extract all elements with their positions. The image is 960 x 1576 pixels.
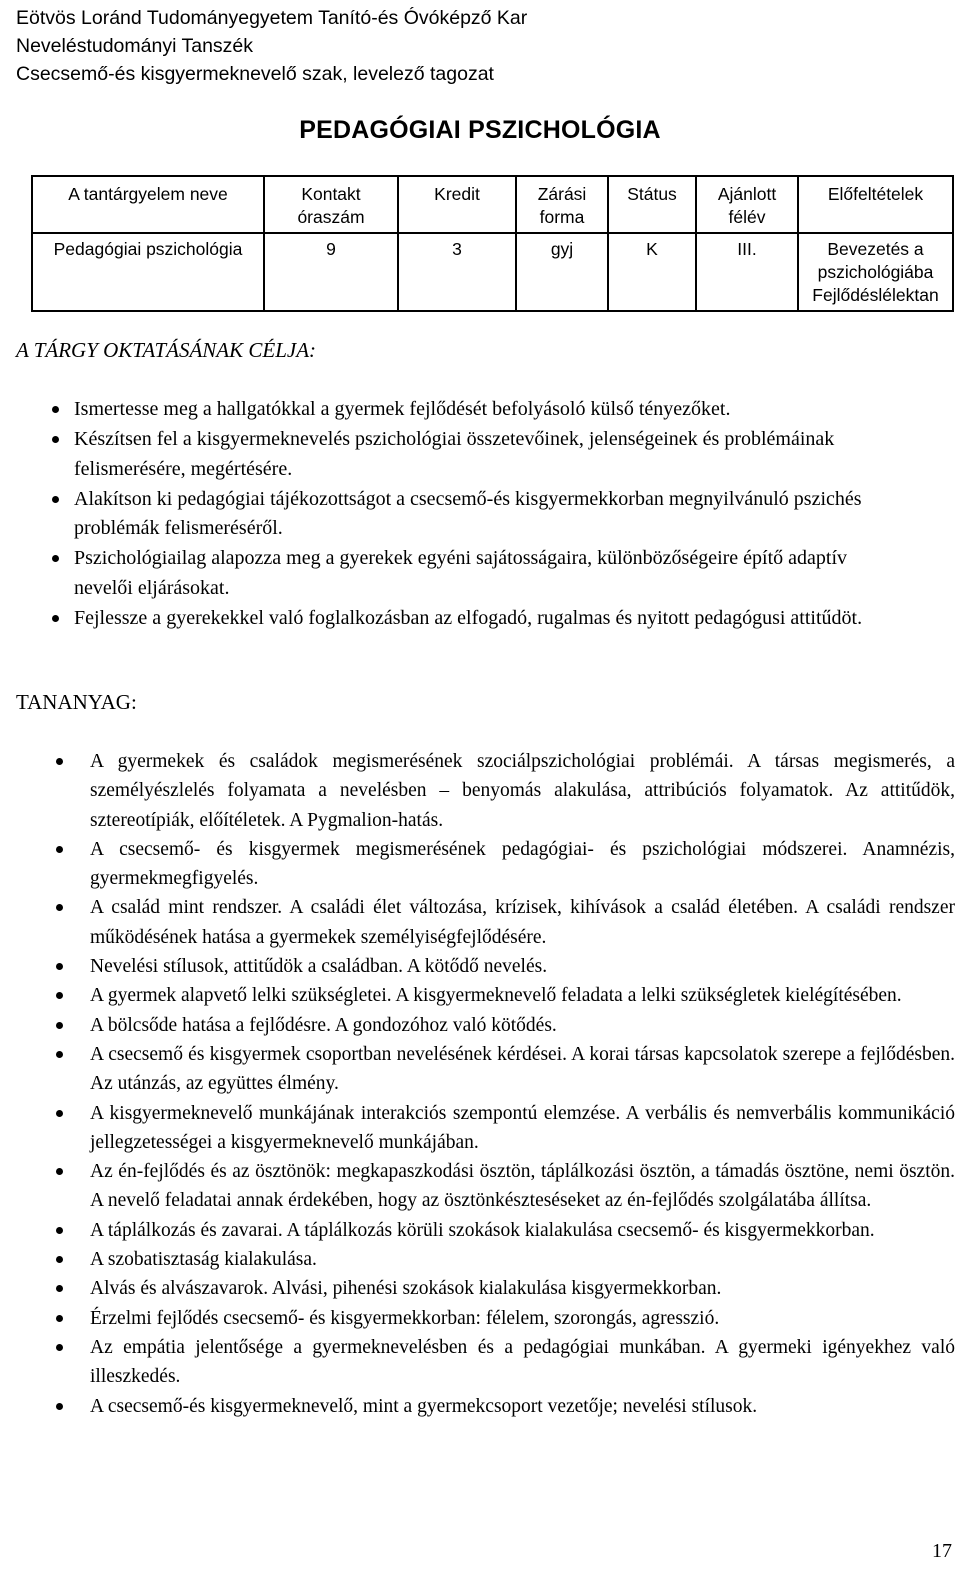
list-item — [90, 1216, 955, 1245]
list-item — [90, 893, 955, 952]
list-item — [90, 1157, 955, 1216]
list-item — [74, 604, 904, 634]
bullet-icon — [52, 496, 59, 503]
prerequisite-3: Fejlődéslélektan — [812, 285, 939, 305]
header-elofeltetelek — [798, 176, 953, 233]
bullet-icon — [56, 1110, 63, 1117]
cell-name: Pedagógiai pszichológia — [32, 233, 264, 311]
topic-text: Az empátia jelentősége a gyermeknevelésben és a pedagógiai munkában. A gyermeki igényekhez való illeszkedés. — [90, 1336, 955, 1388]
topics-list — [90, 747, 955, 1421]
list-item — [74, 485, 904, 544]
topic-text: A táplálkozás és zavarai. A táplálkozás körüli szokások kialakulása csecsemő- és kisgyermekkorban. — [90, 1219, 875, 1241]
goal-text: Készítsen fel a kisgyermeknevelés pszichológiai összetevőinek, jelenségeinek és problémáinak felismerésére, megértésére. — [74, 428, 835, 480]
topic-text: Az én-fejlődés és az ösztönök: megkapaszkodási ösztön, táplálkozási ösztön, a támadás ösztöne, nemi ösztön. A nevelő feladatai annak érdekében, hogy az ösztönkészteséseket az én-fejlődés szolgálatába állítsa. — [90, 1161, 955, 1212]
prerequisite-2: pszichológiába — [817, 262, 934, 282]
course-table-header-row — [32, 176, 953, 233]
topic-text: Alvás és alvászavarok. Alvási, pihenési szokások kialakulása kisgyermekkorban. — [90, 1278, 722, 1300]
institution-header — [16, 4, 527, 88]
list-item — [74, 544, 904, 603]
header-department: Neveléstudományi Tanszék — [16, 35, 254, 57]
topic-text: A kisgyermeknevelő munkájának interakciós szempontú elemzése. A verbális és nemverbális kommunikáció jellegzetességei a kisgyermeknevelő munkájában. — [90, 1102, 955, 1153]
header-ajanlott-line1: Ajánlott — [717, 184, 777, 204]
goal-text: Fejlessze a gyerekekkel való foglalkozásban az elfogadó, rugalmas és nyitott pedagógusi attitűdöt. — [74, 606, 863, 629]
cell-status: K — [608, 233, 696, 311]
cell-elofeltetelek — [798, 233, 953, 311]
course-table-row — [32, 233, 953, 311]
list-item — [74, 425, 904, 484]
cell-ajanlott: III. — [696, 233, 798, 311]
bullet-icon — [56, 1051, 63, 1058]
topic-text: A csecsemő és kisgyermek csoportban nevelésének kérdései. A korai társas kapcsolatok szerepe a fejlődésben. Az utánzás, az együttes élmény. — [90, 1043, 955, 1095]
topic-text: Érzelmi fejlődés csecsemő- és kisgyermekkorban: félelem, szorongás, agresszió. — [90, 1307, 720, 1329]
bullet-icon — [56, 904, 63, 911]
goal-text: Alakítson ki pedagógiai tájékozottságot a csecsemő-és kisgyermekkorban megnyilvánuló pszichés problémák felismeréséről. — [74, 487, 862, 539]
bullet-icon — [56, 758, 63, 765]
page-title: PEDAGÓGIAI PSZICHOLÓGIA — [299, 116, 661, 144]
header-zarasi — [516, 176, 608, 233]
cell-zarasi: gyj — [516, 233, 608, 311]
goals-heading: A TÁRGY OKTATÁSÁNAK CÉLJA: — [16, 338, 317, 362]
cell-kredit: 3 — [398, 233, 516, 311]
bullet-icon — [56, 1344, 63, 1351]
header-ajanlott — [696, 176, 798, 233]
bullet-icon — [56, 963, 63, 970]
goal-text: Ismertesse meg a hallgatókkal a gyermek fejlődését befolyásoló külső tényezőket. — [74, 398, 731, 420]
list-item — [90, 835, 955, 894]
topics-heading: TANANYAG: — [16, 690, 137, 714]
course-info-table — [31, 175, 954, 312]
header-kredit — [398, 176, 516, 233]
topic-text: Nevelési stílusok, attitűdök a családban. A kötődő nevelés. — [90, 956, 548, 978]
bullet-icon — [56, 1022, 63, 1029]
goals-list — [74, 395, 904, 634]
list-item — [90, 1333, 955, 1392]
header-zarasi-line2: forma — [539, 207, 585, 227]
bullet-icon — [56, 992, 63, 999]
header-ajanlott-line2: félév — [728, 207, 766, 227]
list-item — [90, 952, 955, 981]
list-item — [90, 1245, 955, 1274]
list-item — [90, 1099, 955, 1158]
topic-text: A csecsemő-és kisgyermeknevelő, mint a gyermekcsoport vezetője; nevelési stílusok. — [90, 1395, 758, 1417]
list-item — [90, 1040, 955, 1099]
header-name — [32, 176, 264, 233]
cell-kontakt: 9 — [264, 233, 398, 311]
header-university: Eötvös Loránd Tudományegyetem Tanító-és Óvóképző Kar — [16, 7, 528, 29]
header-kredit-text: Kredit — [434, 184, 480, 204]
page-number: 17 — [932, 1540, 952, 1562]
bullet-icon — [52, 436, 59, 443]
goal-text: Pszichológiailag alapozza meg a gyerekek egyéni sajátosságaira, különbözőségeire építő adaptív nevelői eljárásokat. — [74, 547, 848, 599]
list-item — [90, 1274, 955, 1303]
header-elofeltetelek-text: Előfeltételek — [827, 184, 924, 204]
bullet-icon — [56, 846, 63, 853]
bullet-icon — [56, 1285, 63, 1292]
header-status-text: Státus — [627, 184, 677, 204]
header-kontakt-line2: óraszám — [297, 207, 365, 227]
bullet-icon — [52, 406, 59, 413]
list-item — [90, 1011, 955, 1040]
prerequisite-1: Bevezetés a — [827, 239, 924, 259]
topic-text: A csecsemő- és kisgyermek megismerésének pedagógiai- és pszichológiai módszerei. Anamnézis, gyermekmegfigyelés. — [90, 838, 955, 890]
bullet-icon — [52, 615, 59, 622]
bullet-icon — [56, 1168, 63, 1175]
header-status — [608, 176, 696, 233]
header-name-text: A tantárgyelem neve — [68, 184, 228, 204]
bullet-icon — [56, 1256, 63, 1263]
topic-text: A gyermek alapvető lelki szükségletei. A kisgyermeknevelő feladata a lelki szükségletek kielégítésében. — [90, 985, 902, 1007]
topic-text: A szobatisztaság kialakulása. — [90, 1249, 317, 1271]
header-zarasi-line1: Zárási — [537, 184, 587, 204]
header-kontakt — [264, 176, 398, 233]
bullet-icon — [56, 1227, 63, 1234]
list-item — [90, 1304, 955, 1333]
bullet-icon — [52, 555, 59, 562]
list-item — [90, 1392, 955, 1421]
topic-text: A gyermekek és családok megismerésének szociálpszichológiai problémái. A társas megismerés, a személyészlelés folyamata a nevelésben – benyomás alakulása, attribúciós folyamatok. Az attitűdök, sztereotípiák, előítéletek. A Pygmalion-hatás. — [90, 751, 955, 831]
list-item — [90, 747, 955, 835]
header-program: Csecsemő-és kisgyermeknevelő szak, levelező tagozat — [16, 63, 494, 85]
header-kontakt-line1: Kontakt — [301, 184, 361, 204]
topic-text: A bölcsőde hatása a fejlődésre. A gondozóhoz való kötődés. — [90, 1014, 557, 1036]
list-item — [90, 981, 955, 1010]
bullet-icon — [56, 1403, 63, 1410]
topic-text: A család mint rendszer. A családi élet változása, krízisek, kihívások a család életében. A családi rendszer működésének hatása a gyermekek személyiségfejlődésére. — [90, 897, 955, 948]
bullet-icon — [56, 1315, 63, 1322]
list-item — [74, 395, 904, 425]
